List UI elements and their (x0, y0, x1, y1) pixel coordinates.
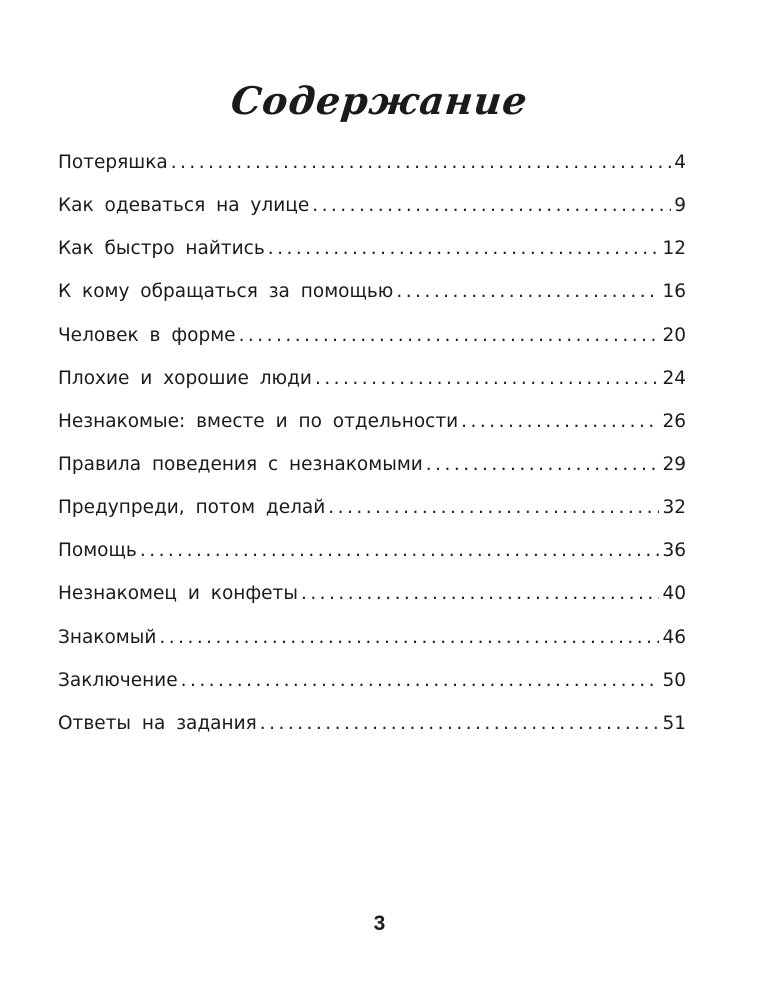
toc-entry[interactable] (58, 368, 686, 411)
dot-leader (181, 670, 660, 691)
toc-entry-title: Знакомый (58, 626, 157, 648)
page-number: 3 (373, 912, 386, 935)
toc-entry-title: Заключение (58, 669, 178, 691)
toc-entry[interactable] (58, 325, 686, 368)
toc-entry-title: Ответы на задания (58, 712, 257, 734)
toc-entry[interactable] (58, 454, 686, 497)
toc-entry[interactable] (58, 152, 686, 195)
toc-entry-title: Плохие и хорошие люди (58, 367, 312, 389)
toc-entry-page: 9 (674, 195, 686, 217)
dot-leader (159, 627, 659, 648)
toc-entry-title: Потеряшка (58, 152, 168, 173)
dot-leader (301, 583, 660, 604)
dot-leader (312, 195, 671, 216)
dot-leader (315, 368, 660, 389)
toc-entry-title: Незнакомые: вместе и по отдельности (58, 410, 459, 432)
toc-entry-title: Правила поведения с незнакомыми (58, 453, 423, 475)
toc-entry[interactable] (58, 583, 686, 626)
dot-leader (268, 238, 660, 259)
toc-entry-page: 50 (662, 669, 686, 691)
dot-leader (140, 540, 660, 561)
toc-entry[interactable] (58, 411, 686, 454)
toc-entry-title: Как одеваться на улице (58, 195, 310, 217)
toc-entry[interactable] (58, 713, 686, 756)
toc-entry-title: Незнакомец и конфеты (58, 583, 298, 605)
toc-entry-page: 32 (662, 497, 686, 519)
dot-leader (239, 325, 660, 346)
toc-entry-title: Человек в форме (58, 324, 236, 346)
toc-entry[interactable] (58, 238, 686, 281)
dot-leader (260, 713, 660, 734)
toc-entry-page: 4 (674, 152, 686, 173)
toc-entry-page: 20 (662, 324, 686, 346)
toc-entry[interactable] (58, 195, 686, 238)
toc-entry[interactable] (58, 670, 686, 713)
toc-entry-page: 26 (662, 410, 686, 432)
toc-entry-title: К кому обращаться за помощью (58, 281, 394, 303)
dot-leader (396, 281, 659, 302)
toc-entry-title: Как быстро найтись (58, 238, 265, 260)
toc-entry[interactable] (58, 281, 686, 324)
toc-entry-page: 36 (662, 540, 686, 562)
toc-entry[interactable] (58, 627, 686, 670)
toc-entry-page: 46 (662, 626, 686, 648)
dot-leader (328, 497, 659, 518)
toc-entry[interactable] (58, 540, 686, 583)
toc-entry-title: Помощь (58, 540, 137, 562)
toc-entry-page: 51 (662, 712, 686, 734)
dot-leader (461, 411, 659, 432)
table-of-contents (58, 152, 686, 756)
page-title: Содержание (228, 78, 531, 123)
toc-entry[interactable] (58, 497, 686, 540)
toc-entry-page: 24 (662, 367, 686, 389)
toc-entry-page: 12 (662, 238, 686, 260)
dot-leader (426, 454, 660, 475)
toc-entry-page: 29 (662, 453, 686, 475)
toc-entry-title: Предупреди, потом делай (58, 497, 326, 519)
dot-leader (171, 152, 672, 173)
toc-entry-page: 40 (662, 583, 686, 605)
toc-entry-page: 16 (662, 281, 686, 303)
